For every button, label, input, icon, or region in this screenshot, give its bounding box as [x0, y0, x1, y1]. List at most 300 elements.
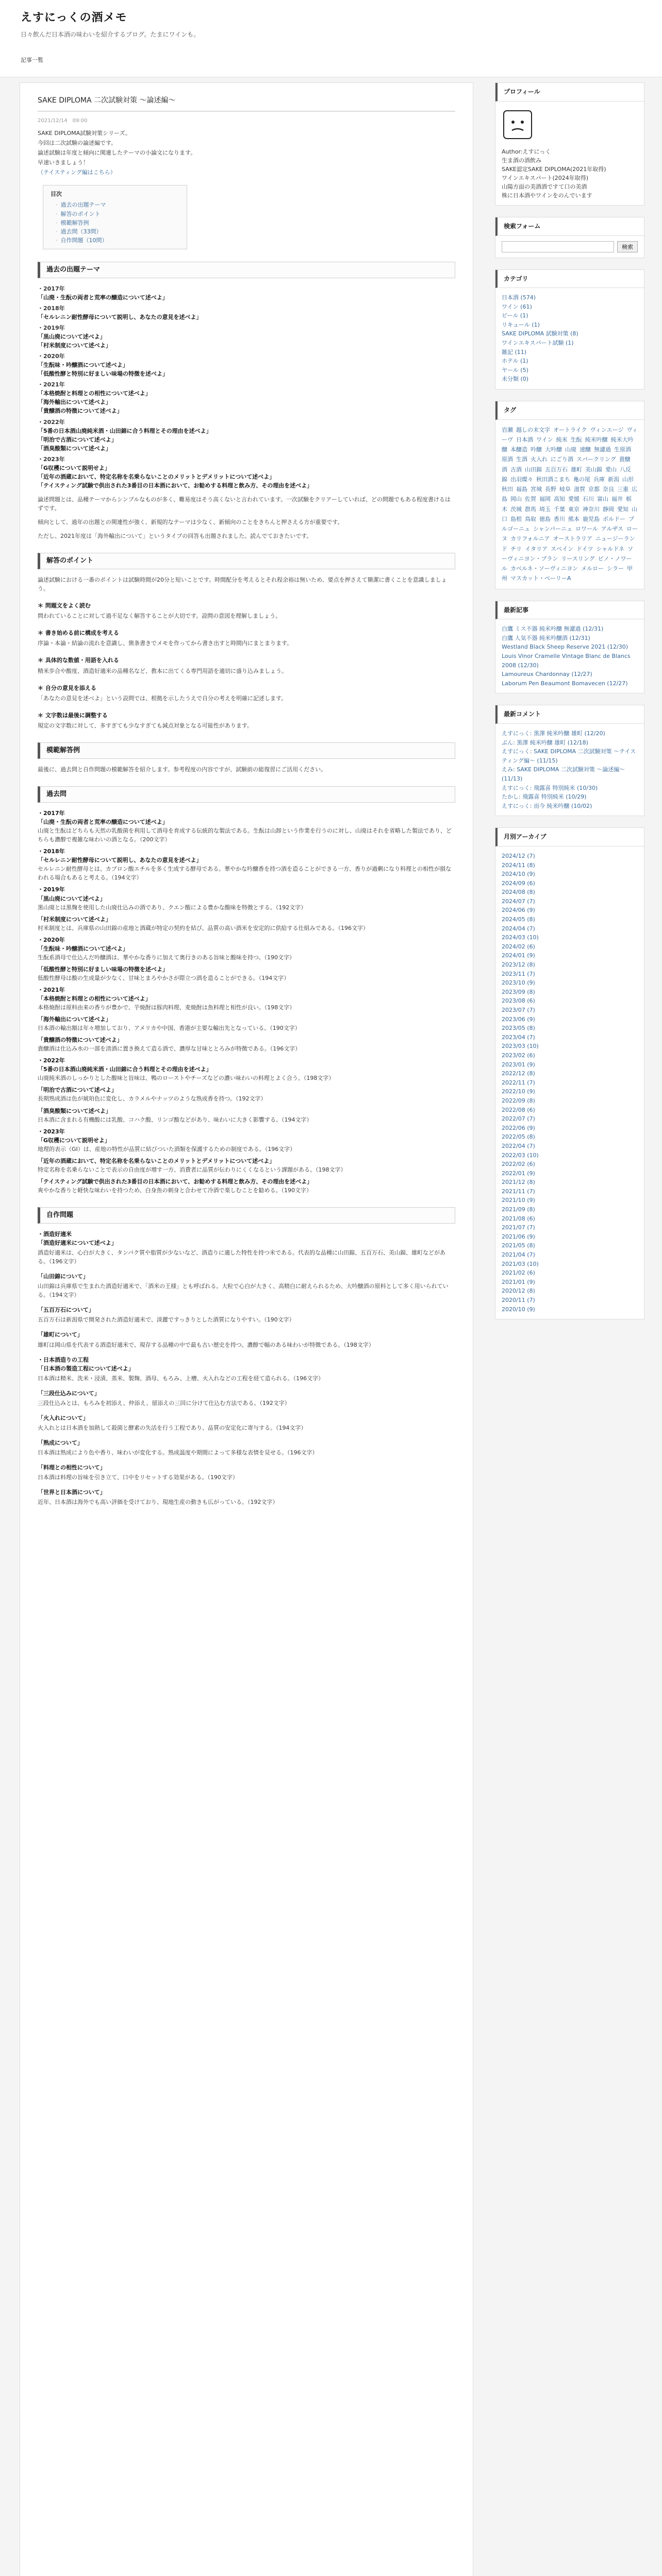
archive-month-link[interactable]: 2024/03 (10) — [502, 934, 539, 941]
tag-link[interactable]: ニュージーランド — [502, 535, 635, 552]
original-question-heading: ・酒造好適米 — [38, 1231, 72, 1238]
toc-item[interactable]: · 模範解答例 — [51, 218, 179, 227]
point-heading: ＊ 文字数は最後に調整する — [38, 711, 108, 719]
archive-month-link[interactable]: 2022/01 (9) — [502, 1170, 535, 1177]
tag-widget — [495, 401, 644, 589]
post-intro — [38, 129, 455, 177]
toc-item[interactable]: · 過去の出題テーマ — [51, 200, 179, 209]
question-text: 「海外輸出について述べよ」 — [38, 1016, 111, 1023]
tag-link[interactable]: シャンパーニュ — [533, 526, 573, 533]
archive-list — [495, 846, 644, 1319]
tag-link[interactable]: 火入れ — [531, 456, 548, 463]
theme-question: 「黒山廃について述べよ」 — [38, 333, 106, 341]
year-label: ・2017年 — [38, 285, 65, 292]
tag-link[interactable]: カリフォルニア — [510, 535, 550, 543]
point-body: 精米歩合や酸度、酒造好適米の品種名など、教本に出てくる専門用語を適切に盛り込みましょう。 — [38, 667, 287, 674]
recent-comment-link[interactable]: えすにっく: 飛露喜 特別純米 (10/30) — [502, 784, 598, 791]
archive-month-link[interactable]: 2023/05 (8) — [502, 1025, 535, 1032]
past-question-item — [38, 986, 455, 1012]
point-body: 「あなたの意見を述べよ」という設問では、根拠を示したうえで自分の考えを明確に記述します。 — [38, 694, 287, 702]
year-label: ・2019年 — [38, 886, 65, 893]
toc-list — [51, 200, 179, 244]
tag-link[interactable]: 新潟 — [608, 476, 619, 483]
original-question-sub: 「酒造好適米について述べよ」 — [38, 1240, 117, 1247]
tag-link[interactable]: ドイツ — [576, 545, 593, 552]
category-list — [495, 288, 644, 389]
profile-line: 山陽方面の美酒酒ですて口の美酒 — [502, 183, 587, 190]
year-label: ・2021年 — [38, 381, 65, 388]
tag-link[interactable]: 静岡 — [603, 505, 614, 513]
archive-month-link[interactable]: 2020/11 (7) — [502, 1297, 535, 1304]
archive-month-link[interactable]: 2022/06 (9) — [502, 1124, 535, 1131]
tag-link[interactable]: 香川 — [554, 515, 565, 522]
archive-month-link[interactable]: 2021/02 (6) — [502, 1269, 535, 1277]
tag-link[interactable]: 貴醸酒 — [502, 456, 631, 473]
past-question-item — [38, 1177, 455, 1195]
archive-month-link[interactable]: 2021/01 (9) — [502, 1278, 535, 1285]
tag-link[interactable]: 美山錦 — [585, 466, 602, 473]
tag-link[interactable]: 本醸造 — [510, 446, 527, 453]
profile-bio — [502, 156, 638, 200]
tag-link[interactable]: 速醸 — [580, 446, 591, 453]
question-text: 「黒山廃について述べよ」 — [38, 895, 106, 902]
point-heading: ＊ 具体的な数値・用語を入れる — [38, 657, 119, 664]
answer-text: 山廃純米酒のしっかりとした酸味と旨味は、鴨のローストやチーズなどの濃い味わいの料理とよく合う。（198文字） — [38, 1075, 335, 1082]
archive-month-link[interactable]: 2022/08 (6) — [502, 1106, 535, 1113]
archive-month-link[interactable]: 2024/04 (7) — [502, 925, 535, 932]
question-text: 「G収穫について説明せよ」 — [38, 1137, 110, 1144]
answer-text: 特定名称を名乗らないことで表示の自由度が増す一方、消費者に品質が伝わりにくくなるという課題がある。（198文字） — [38, 1166, 346, 1173]
original-question-heading: 「世界と日本酒について」 — [38, 1489, 106, 1496]
question-text: 「村米制度について述べよ」 — [38, 916, 111, 923]
archive-month-link[interactable]: 2024/09 (6) — [502, 879, 535, 887]
recent-post-link[interactable]: Lamoureux Chardonnay (12/27) — [502, 671, 592, 678]
answer-text: 生酛系酒母で仕込んだ吟醸酒は、華やかな香りに加えて奥行きのある旨味と酸味を持つ。（190文字） — [38, 954, 295, 961]
section-heading-answer-points: 解答のポイント — [38, 553, 455, 569]
archive-month-link[interactable]: 2022/12 (8) — [502, 1070, 535, 1077]
archive-month-link[interactable]: 2023/10 (9) — [502, 979, 535, 987]
tag-link[interactable]: 八反錦 — [502, 466, 631, 483]
year-label: ・2020年 — [38, 936, 65, 943]
tag-link[interactable]: 兵庫 — [593, 476, 605, 483]
archive-month-link[interactable]: 2023/02 (6) — [502, 1052, 535, 1059]
tag-link[interactable]: ソーヴィニヨン・ブラン — [502, 545, 634, 562]
tag-link[interactable]: 雄町 — [571, 466, 582, 473]
tag-link[interactable]: 山田錦 — [525, 466, 542, 473]
table-of-contents — [43, 185, 187, 249]
tag-link[interactable]: 鹿児島 — [583, 515, 600, 522]
tag-link[interactable]: アルザス — [601, 526, 623, 533]
section-heading-past-themes: 過去の出題テーマ — [38, 262, 455, 278]
intro-line: 早速いきましょう！ — [38, 159, 89, 166]
site-title[interactable]: えすにっくの酒メモ — [21, 11, 127, 24]
tag-link[interactable]: メルロー — [581, 565, 604, 572]
tag-link[interactable]: 岐阜 — [559, 486, 571, 493]
category-link[interactable]: 未分類 (0) — [502, 376, 529, 383]
tag-link[interactable]: 亀の尾 — [573, 476, 590, 483]
original-question-heading: 「三段仕込みについて」 — [38, 1389, 100, 1397]
tag-link[interactable]: 長野 — [545, 486, 556, 493]
theme-question: 「海外輸出について述べよ」 — [38, 399, 111, 406]
archive-month-link[interactable]: 2024/05 (8) — [502, 916, 535, 923]
archive-month-link[interactable]: 2023/03 (10) — [502, 1043, 539, 1050]
original-question-answer: 酒造好適米は、心白が大きく、タンパク質や脂質が少ないなど、酒造りに適した特性を持つ米である。代表的な品種に山田錦、五百万石、美山錦、雄町などがある。（196文字） — [38, 1249, 446, 1265]
tag-link[interactable]: 広島 — [502, 486, 637, 503]
profile-line: SAKE認定SAKE DIPLOMA(2021年取得) — [502, 165, 606, 173]
theme-question: 「G収穫について説明せよ」 — [38, 464, 110, 471]
tag-link[interactable]: 福井 — [611, 496, 623, 503]
tag-link[interactable]: 富山 — [597, 496, 608, 503]
recent-posts-widget — [495, 601, 644, 694]
tag-link[interactable]: 群馬 — [525, 505, 536, 513]
archive-month-link[interactable]: 2022/09 (8) — [502, 1097, 535, 1104]
recent-post-link[interactable]: Westland Black Sheep Reserve 2021 (12/30) — [502, 643, 628, 651]
original-question-answer: 日本酒は精米、洗米・浸漬、蒸米、製麹、酒母、もろみ、上槽、火入れなどの工程を経て造られる。（196文字） — [38, 1375, 324, 1382]
year-label: ・2019年 — [38, 325, 65, 332]
tag-link[interactable]: 鳥取 — [525, 515, 536, 522]
archive-month-link[interactable]: 2022/04 (7) — [502, 1142, 535, 1149]
tag-link[interactable]: 徳島 — [539, 515, 551, 522]
archive-month-link[interactable]: 2022/03 (10) — [502, 1151, 539, 1159]
year-label: ・2022年 — [38, 1057, 65, 1064]
tag-link[interactable]: 三重 — [617, 486, 628, 493]
recent-comment-link[interactable]: ぶん: 黒澤 純米吟醸 雄町 (12/18) — [502, 739, 588, 746]
category-link[interactable]: ホテル (1) — [502, 358, 528, 365]
past-question-item — [38, 1157, 455, 1174]
tag-link[interactable]: 熊本 — [568, 515, 580, 522]
past-question-item — [38, 1127, 455, 1154]
tag-link[interactable]: チリ — [510, 545, 522, 552]
question-text: 「本格焼酎と料理との相性について述べよ」 — [38, 995, 151, 1002]
archive-month-link[interactable]: 2023/01 (9) — [502, 1061, 535, 1068]
past-question-item — [38, 1056, 455, 1082]
tag-link[interactable]: 岡山 — [510, 496, 522, 503]
profile-widget-title: プロフィール — [495, 83, 644, 101]
tag-link[interactable]: 純米大吟醸 — [502, 436, 634, 453]
answer-points-body: 論述試験における一番のポイントは試験時間が20分と短いことです。時間配分を考えるとそれ程余裕は無いため、要点を押さえて簡潔に書くことを意識しましょう。 — [38, 577, 447, 592]
archive-month-link[interactable]: 2021/03 (10) — [502, 1260, 539, 1267]
tag-link[interactable]: オーストラリア — [553, 535, 592, 543]
tag-link[interactable]: ヴィンエージ — [590, 426, 624, 433]
answer-text: 本格焼酎は原料由来の香りが豊かで、芋焼酎は豚肉料理、麦焼酎は魚料理と相性が良い。（198文字） — [38, 1004, 295, 1011]
theme-question: 「明治で古酒について述べよ」 — [38, 436, 117, 443]
tag-link[interactable]: 奈良 — [603, 486, 614, 493]
tag-link[interactable]: 甲州 — [502, 565, 633, 582]
tag-link[interactable]: 東京 — [568, 505, 580, 513]
model-answers-body: 最後に、過去問と自作問題の模範解答を紹介します。参考程度の内容ですが、試験前の総復習にご活用ください。 — [38, 766, 327, 773]
year-label: ・2018年 — [38, 848, 65, 855]
tag-link[interactable]: ローヌ — [502, 526, 638, 543]
tag-link[interactable]: 原酒 — [502, 456, 513, 463]
tag-link[interactable]: 石川 — [583, 496, 594, 503]
year-label: ・2018年 — [38, 304, 65, 312]
recent-post-link[interactable]: Laborum Pen Beaumont Bomavecen (12/27) — [502, 680, 628, 687]
category-link[interactable]: ビール (1) — [502, 312, 528, 319]
tag-link[interactable]: イタリア — [525, 545, 548, 552]
recent-comment-link[interactable]: えすにっく: 而今 純米吟醸 (10/02) — [502, 802, 592, 809]
archive-month-link[interactable]: 2022/11 (7) — [502, 1079, 535, 1086]
tag-cloud — [495, 420, 644, 589]
tag-link[interactable]: 京都 — [588, 486, 600, 493]
tag-link[interactable]: 高知 — [554, 496, 565, 503]
answer-text: 村米制度とは、兵庫県の山田錦の産地と酒蔵が特定の契約を結び、品質の高い酒米を安定的に供給する仕組みである。（196文字） — [38, 924, 369, 931]
section-heading-past-questions: 過去問 — [38, 786, 455, 803]
category-link[interactable]: ヤール (5) — [502, 366, 528, 374]
tag-link[interactable]: スペイン — [551, 545, 573, 552]
recent-comment-link[interactable]: えみ: SAKE DIPLOMA 二次試験対策 〜論述編〜 (11/13) — [502, 766, 625, 782]
tag-link[interactable]: ボルドー — [603, 515, 625, 522]
archive-month-link[interactable]: 2024/08 (8) — [502, 889, 535, 896]
tag-link[interactable]: 生酒 — [516, 456, 527, 463]
theme-question: 「山廃・生酛の両者と荒率の醸造について述べよ」 — [38, 294, 168, 301]
section-heading-original-questions: 自作問題 — [38, 1207, 455, 1224]
past-question-item — [38, 936, 455, 962]
tag-link[interactable]: 島根 — [510, 515, 522, 522]
category-widget-title: カテゴリ — [495, 270, 644, 289]
category-link[interactable]: 日本酒 (574) — [502, 294, 536, 301]
answer-text: 地理的表示（GI）は、産地の特性が品質に結びついた酒類を保護するための制度である。（196文字） — [38, 1145, 296, 1153]
original-question-heading: ・日本酒造りの工程 — [38, 1356, 89, 1363]
body-paragraph: ただし、2021年度は「海外輸出について」というタイプの回答も出題されました。読んでておきたいです。 — [38, 533, 312, 540]
point-heading: ＊ 自分の意見を添える — [38, 684, 96, 691]
archive-month-link[interactable]: 2024/10 (9) — [502, 871, 535, 878]
archive-month-link[interactable]: 2021/09 (8) — [502, 1206, 535, 1213]
archive-month-link[interactable]: 2020/12 (8) — [502, 1287, 535, 1295]
recent-comment-link[interactable]: えすにっく: SAKE DIPLOMA 二次試験対策 〜テイスティング編〜 (11/15) — [502, 748, 636, 764]
toc-item[interactable]: · 過去問（33問） — [51, 227, 179, 236]
question-text: 「近年の酒蔵において、特定名称を名乗らないことのメリットとデメリットについて述べよ」 — [38, 1157, 275, 1164]
tag-link[interactable]: 福島 — [516, 486, 527, 493]
tag-link[interactable]: 古酒 — [510, 466, 522, 473]
tag-link[interactable]: 秋田 — [502, 486, 513, 493]
intro-line: 論述試験は年度と傾向に関連したテーマの小論文になります。 — [38, 149, 196, 157]
tag-link[interactable]: 岩瀬 — [502, 426, 513, 433]
tag-link[interactable]: 埼玉 — [539, 505, 551, 513]
tag-link[interactable]: オートライク — [553, 426, 587, 433]
archive-month-link[interactable]: 2022/05 (8) — [502, 1133, 535, 1141]
profile-widget — [495, 82, 644, 206]
main-article — [20, 82, 473, 2576]
past-question-item — [38, 1086, 455, 1103]
tag-link[interactable]: マスカット・ベーリーA — [510, 575, 571, 582]
archive-month-link[interactable]: 2023/11 (7) — [502, 970, 535, 977]
archive-month-link[interactable]: 2021/08 (6) — [502, 1215, 535, 1222]
recent-comment-link[interactable]: たかし: 飛露喜 特別純米 (10/29) — [502, 793, 587, 801]
tag-link[interactable]: 栃木 — [502, 496, 632, 513]
original-question-heading: 「火入れについて」 — [38, 1414, 89, 1421]
archive-month-link[interactable]: 2020/10 (9) — [502, 1306, 535, 1313]
archive-month-link[interactable]: 2021/07 (7) — [502, 1224, 535, 1231]
tag-link[interactable]: にごり酒 — [551, 456, 573, 463]
archive-month-link[interactable]: 2023/04 (7) — [502, 1033, 535, 1041]
archive-month-link[interactable]: 2023/12 (8) — [502, 961, 535, 969]
past-themes-list — [38, 284, 455, 490]
recent-post-link[interactable]: 白鷹 ミス不器 純米吟醸 無濾過 (12/31) — [502, 625, 604, 633]
tag-link[interactable]: シャルドネ — [596, 545, 625, 552]
tag-link[interactable]: 山口 — [502, 505, 637, 522]
site-description: 日々飲んだ日本酒の味わいを紹介するブログ。たまにワインも。 — [21, 31, 200, 38]
recent-posts-widget-title: 最新記事 — [495, 601, 644, 620]
year-label: ・2023年 — [38, 1128, 65, 1135]
search-widget — [495, 217, 644, 258]
tag-link[interactable]: ロワール — [575, 526, 598, 533]
theme-question: 「5番の日本酒山廃純米酒・山田錦に合う料理とその理由を述べよ」 — [38, 427, 212, 434]
point-body: 問われていることに対して過不足なく解答することが大切です。設問の意図を理解しましょう。 — [38, 613, 282, 620]
tag-link[interactable]: 純米吟醸 — [585, 436, 608, 443]
archive-month-link[interactable]: 2021/06 (9) — [502, 1233, 535, 1240]
recent-comments-list — [495, 724, 644, 816]
archive-month-link[interactable]: 2021/12 (8) — [502, 1179, 535, 1186]
theme-question: 「村米制度について述べよ」 — [38, 342, 111, 349]
archive-month-link[interactable]: 2023/08 (6) — [502, 997, 535, 1005]
tag-link[interactable]: ヴィーヴ — [502, 426, 638, 443]
answer-text: 低酸性酵母は酸の生成量が少なく、甘味とまろやかさが際立つ酒を造ることができる。（194文字） — [38, 974, 290, 981]
archive-month-link[interactable]: 2023/09 (8) — [502, 988, 535, 995]
tasting-link[interactable]: （テイスティング編はこちら） — [38, 169, 116, 176]
question-text: 「テイスティング試験で供出された3番目の日本酒において、お勧めする料理と飲み方、その理由を述べよ」 — [38, 1178, 313, 1185]
year-label: ・2021年 — [38, 986, 65, 993]
tag-link[interactable]: 越しの末文字 — [516, 426, 550, 433]
tag-link[interactable]: 純米 — [556, 436, 568, 443]
tag-link[interactable]: シラー — [607, 565, 624, 572]
site-header — [0, 0, 662, 77]
question-text: 「セルレニン耐性酵母について説明し、あなたの意見を述べよ」 — [38, 857, 202, 864]
toc-title: 目次 — [51, 191, 62, 198]
archive-month-link[interactable]: 2024/02 (6) — [502, 943, 535, 950]
original-question-answer: 日本酒は料理の旨味を引き立て、口中をリセットする効果がある。（190文字） — [38, 1474, 238, 1481]
tag-link[interactable]: ワイン — [536, 436, 553, 443]
section-heading-model-answers: 模範解答例 — [38, 742, 455, 759]
tag-link[interactable]: 滋賀 — [574, 486, 585, 493]
tag-link[interactable]: 神奈川 — [583, 505, 600, 513]
archive-month-link[interactable]: 2022/07 (7) — [502, 1115, 535, 1123]
tag-link[interactable]: 千葉 — [554, 505, 565, 513]
answer-text: 日本酒に含まれる有機酸には乳酸、コハク酸、リンゴ酸などがあり、味わいに大きく影響する。（194文字） — [38, 1116, 312, 1123]
theme-question: 「生酛味・吟醸酒について述べよ」 — [38, 362, 128, 369]
theme-question: 「貴醸酒の特徴について述べよ」 — [38, 408, 123, 415]
tag-link[interactable]: 福岡 — [539, 496, 551, 503]
category-link[interactable]: 雑記 (11) — [502, 348, 527, 355]
toc-item[interactable]: · 解答のポイント — [51, 210, 179, 218]
tag-link[interactable]: リースリング — [561, 555, 595, 562]
recent-comment-link[interactable]: えすにっく: 黒澤 純米吟醸 雄町 (12/20) — [502, 730, 605, 737]
tag-link[interactable]: 宮城 — [531, 486, 542, 493]
archive-month-link[interactable]: 2023/06 (9) — [502, 1015, 535, 1023]
recent-comments-widget-title: 最新コメント — [495, 705, 644, 724]
original-question-sub: 「日本酒の製造工程について述べよ」 — [38, 1365, 134, 1372]
tag-link[interactable]: 出羽燦々 — [510, 476, 533, 483]
tag-link[interactable]: 佐賀 — [525, 496, 536, 503]
archive-month-link[interactable]: 2021/05 (8) — [502, 1242, 535, 1249]
question-text: 「酒臭酸類について述べよ」 — [38, 1107, 111, 1114]
archive-month-link[interactable]: 2024/07 (7) — [502, 897, 535, 905]
archive-month-link[interactable]: 2021/10 (9) — [502, 1197, 535, 1204]
tag-link[interactable]: 生原酒 — [614, 446, 631, 453]
tag-link[interactable]: ブルゴーニュ — [502, 515, 634, 533]
archive-month-link[interactable]: 2024/01 (9) — [502, 952, 535, 959]
body-paragraph: 傾向として、過年の出題との関連性が強く、新規的なテーマは少なく、新傾向のことをきちんと押さえる方が重要です。 — [38, 518, 343, 526]
question-text: 「5番の日本酒山廃純米酒・山田錦に合う料理とその理由を述べよ」 — [38, 1066, 212, 1073]
theme-question: 「近年の酒蔵において、特定名称を名乗らないことのメリットとデメリットについて述べよ」 — [38, 473, 275, 480]
search-input[interactable] — [502, 241, 614, 252]
tag-link[interactable]: スパークリング — [576, 456, 616, 463]
past-question-item — [38, 809, 455, 844]
category-link[interactable]: ワイン (61) — [502, 303, 532, 310]
category-link[interactable]: SAKE DIPLOMA 試験対策 (8) — [502, 330, 578, 337]
category-link[interactable]: ワインエキスパート試験 (1) — [502, 340, 574, 347]
category-link[interactable]: リキュール (1) — [502, 321, 540, 328]
past-question-item — [38, 1015, 455, 1032]
category-widget — [495, 269, 644, 390]
answer-text: セルレニン耐性酵母とは、カプロン酸エチルを多く生成する酵母である。華やかな吟醸香を持つ酒を造ることができる一方、香りが過剰になり料理との相性が損なわれる場合もあると考える。（194文字） — [38, 866, 452, 882]
answer-points-list — [38, 601, 455, 730]
recent-post-link[interactable]: Louis Vinor Cramelle Vintage Blanc de Blancs 2008 (12/30) — [502, 653, 631, 669]
archive-month-link[interactable]: 2022/10 (9) — [502, 1088, 535, 1095]
tag-link[interactable]: 秋田酒こまち — [536, 476, 570, 483]
recent-comments-widget — [495, 705, 644, 816]
tag-link[interactable]: 山廃 — [565, 446, 576, 453]
original-question-answer: 山田錦は兵庫県で生まれた酒造好適米で、「酒米の王様」とも呼ばれる。大粒で心白が大きく、高精白に耐えられるため、大吟醸酒の原料として多く用いられている。（194文字） — [38, 1283, 449, 1299]
point-body: 序論・本論・結論の流れを意識し、箇条書きでメモを作ってから書き出すと時間内にまとまります。 — [38, 640, 293, 647]
question-text: 「明治で古酒について述べよ」 — [38, 1087, 117, 1094]
original-question-answer: 日本酒は熟成により色や香り、味わいが変化する。熟成温度や期間によって多様な表情を見せる。（196文字） — [38, 1449, 318, 1456]
tag-link[interactable]: 無濾過 — [594, 446, 611, 453]
tag-link[interactable]: 五百万石 — [545, 466, 568, 473]
search-button[interactable]: 検索 — [617, 241, 638, 252]
year-label: ・2022年 — [38, 418, 65, 426]
tag-link[interactable]: 吟醸 — [531, 446, 542, 453]
tag-link[interactable]: 茨城 — [510, 505, 522, 513]
answer-text: 黒山廃とは黒麹を使用した山廃仕込みの酒であり、クエン酸による豊かな酸味を特徴とする。（192文字） — [38, 904, 307, 911]
recent-post-link[interactable]: 白鷹 人気不器 純米吟醸酒 (12/31) — [502, 634, 590, 641]
year-label: ・2020年 — [38, 353, 65, 360]
archive-month-link[interactable]: 2024/12 (7) — [502, 852, 535, 859]
answer-text: 山廃と生酛はどちらも天然の乳酸菌を利用して酒母を育成する伝統的な製法である。生酛は山卸という作業を行うのに対し、山廃はそれを省略した製法であり、どちらも濃醇で複雑な味わいの酒となる。（200文字） — [38, 827, 452, 843]
profile-avatar-icon — [502, 109, 534, 141]
nav-article-list-link[interactable]: 記事一覧 — [21, 57, 43, 63]
post-title: SAKE DIPLOMA 二次試験対策 〜論述編〜 — [38, 91, 455, 112]
archive-month-link[interactable]: 2024/06 (9) — [502, 907, 535, 914]
profile-line: 生ま酒の酒飲み — [502, 157, 541, 164]
original-question-answer: 雄町は岡山県を代表する酒造好適米で、現存する品種の中で最も古い歴史を持つ。濃醇で幅のある味わいが特徴である。（198文字） — [38, 1341, 374, 1348]
past-question-item — [38, 847, 455, 882]
archive-month-link[interactable]: 2024/11 (8) — [502, 861, 535, 869]
archive-month-link[interactable]: 2022/02 (6) — [502, 1161, 535, 1168]
answer-text: 爽やかな香りと軽快な味わいを持つため、白身魚の刺身と合わせて冷酒で楽しむことを勧める。（190文字） — [38, 1187, 312, 1194]
tag-link[interactable]: 大吟醸 — [545, 446, 562, 453]
tag-link[interactable]: 日本酒 — [516, 436, 533, 443]
archive-month-link[interactable]: 2021/11 (7) — [502, 1188, 535, 1195]
tag-link[interactable]: 愛媛 — [568, 496, 580, 503]
tag-link[interactable]: カベルネ・ソーヴィニヨン — [510, 565, 578, 572]
toc-item[interactable]: · 自作問題（10問） — [51, 236, 179, 245]
tag-link[interactable]: ピノ・ノワール — [502, 555, 632, 572]
tag-link[interactable]: 愛山 — [605, 466, 617, 473]
archive-month-link[interactable]: 2021/04 (7) — [502, 1251, 535, 1259]
tag-link[interactable]: 山形 — [622, 476, 634, 483]
theme-question: 「酒臭酸類について述べよ」 — [38, 445, 111, 452]
question-text: 「生酛味・吟醸酒について述べよ」 — [38, 945, 128, 952]
recent-posts-list — [495, 619, 644, 693]
past-question-item — [38, 1107, 455, 1124]
point-heading: ＊ 書き始める前に構成を考える — [38, 630, 119, 637]
theme-question: 「テイスティング試験で供出された3番目の日本酒において、お勧めする料理と飲み方、その理由を述べよ」 — [38, 482, 313, 489]
theme-question: 「低酸性酵と特別に好ましい味場の特徴を述べよ」 — [38, 370, 168, 378]
tag-link[interactable]: 愛知 — [617, 505, 628, 513]
tag-link[interactable]: 生酛 — [570, 436, 582, 443]
archive-month-link[interactable]: 2023/07 (7) — [502, 1007, 535, 1014]
past-question-item — [38, 915, 455, 933]
